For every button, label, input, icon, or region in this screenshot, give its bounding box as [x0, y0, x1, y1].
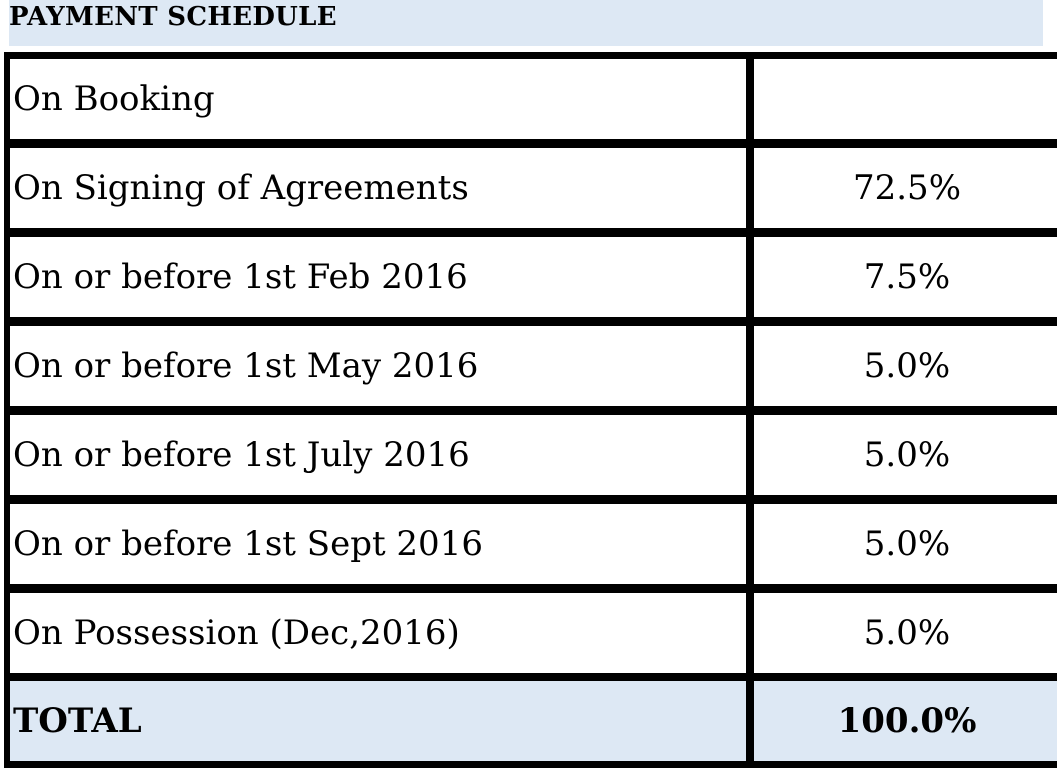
total-value-cell: [752, 679, 1057, 763]
row-value: 5.0%: [863, 435, 951, 475]
table-row-value-cell: [752, 413, 1057, 497]
table-row-label-cell: [8, 146, 748, 230]
row-label: On Signing of Agreements: [13, 168, 469, 208]
table-row-label-cell: [8, 502, 748, 586]
row-label: On or before 1st July 2016: [13, 435, 470, 475]
row-value: [754, 59, 1057, 139]
total-label: TOTAL: [13, 701, 142, 741]
table-row-value-cell: [752, 235, 1057, 319]
table-row-value-cell: [752, 57, 1057, 141]
row-label: On Possession (Dec,2016): [13, 613, 460, 653]
row-value: 5.0%: [863, 524, 951, 564]
table-row-label-cell: [8, 57, 748, 141]
row-label: On or before 1st Feb 2016: [13, 257, 468, 297]
row-label: On or before 1st May 2016: [13, 346, 479, 386]
table-row-value-cell: [752, 324, 1057, 408]
table-row-label-cell: [8, 413, 748, 497]
title-bar: [9, 0, 1043, 46]
page-title: PAYMENT SCHEDULE: [9, 2, 337, 32]
table-row-label-cell: [8, 235, 748, 319]
table-row-label-cell: [8, 324, 748, 408]
payment-schedule-table: [4, 52, 1057, 768]
table-row-label-cell: [8, 591, 748, 675]
total-label-cell: [8, 679, 748, 763]
row-label: On or before 1st Sept 2016: [13, 524, 483, 564]
row-value: 72.5%: [852, 168, 961, 208]
table-row-value-cell: [752, 591, 1057, 675]
table-row-value-cell: [752, 502, 1057, 586]
row-value: 5.0%: [863, 346, 951, 386]
row-label: On Booking: [13, 79, 215, 119]
table-row-value-cell: [752, 146, 1057, 230]
row-value: 7.5%: [863, 257, 951, 297]
total-value: 100.0%: [837, 701, 977, 741]
row-value: 5.0%: [863, 613, 951, 653]
